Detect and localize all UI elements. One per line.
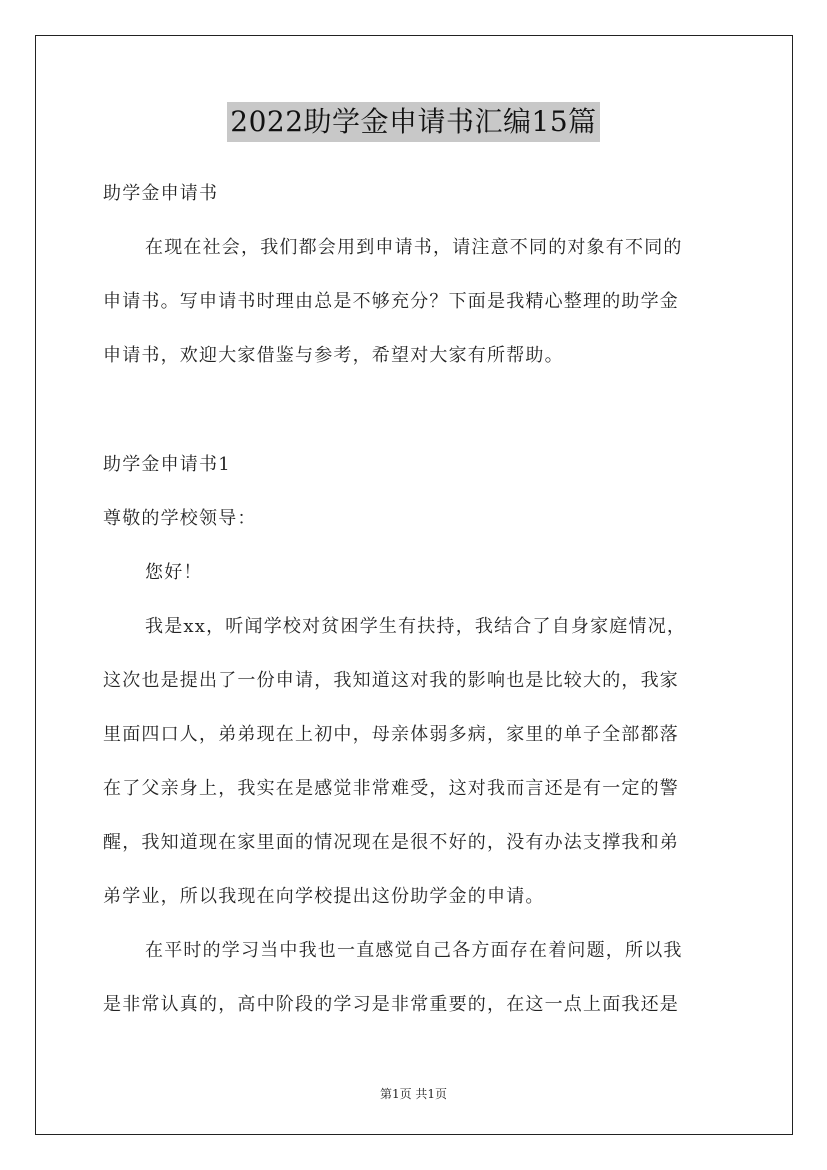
paragraph-line: 醒，我知道现在家里面的情况现在是很不好的，没有办法支撑我和弟	[103, 832, 679, 853]
paragraph-line: 申请书，欢迎大家借鉴与参考，希望对大家有所帮助。	[103, 345, 564, 366]
greeting: 您好！	[145, 562, 203, 583]
paragraph-line: 申请书。写申请书时理由总是不够充分？下面是我精心整理的助学金	[103, 291, 679, 312]
title-container	[0, 102, 827, 142]
paragraph-line: 在平时的学习当中我也一直感觉自己各方面存在着问题，所以我	[145, 940, 683, 961]
paragraph-line: 我是xx，听闻学校对贫困学生有扶持，我结合了自身家庭情况，	[145, 616, 687, 637]
section-heading: 助学金申请书1	[103, 454, 231, 475]
salutation: 尊敬的学校领导：	[103, 508, 257, 529]
document-title: 2022助学金申请书汇编15篇	[227, 102, 599, 142]
paragraph-line: 弟学业，所以我现在向学校提出这份助学金的申请。	[103, 886, 545, 907]
page-footer: 第1页 共1页	[379, 1087, 448, 1101]
paragraph-line: 在现在社会，我们都会用到申请书，请注意不同的对象有不同的	[145, 237, 683, 258]
paragraph-line: 在了父亲身上，我实在是感觉非常难受，这对我而言还是有一定的警	[103, 778, 679, 799]
paragraph-line: 这次也是提出了一份申请，我知道这对我的影响也是比较大的，我家	[103, 670, 679, 691]
paragraph-line: 里面四口人，弟弟现在上初中，母亲体弱多病，家里的单子全部都落	[103, 724, 679, 745]
section-heading: 助学金申请书	[103, 183, 219, 204]
paragraph-line: 是非常认真的，高中阶段的学习是非常重要的，在这一点上面我还是	[103, 994, 679, 1015]
